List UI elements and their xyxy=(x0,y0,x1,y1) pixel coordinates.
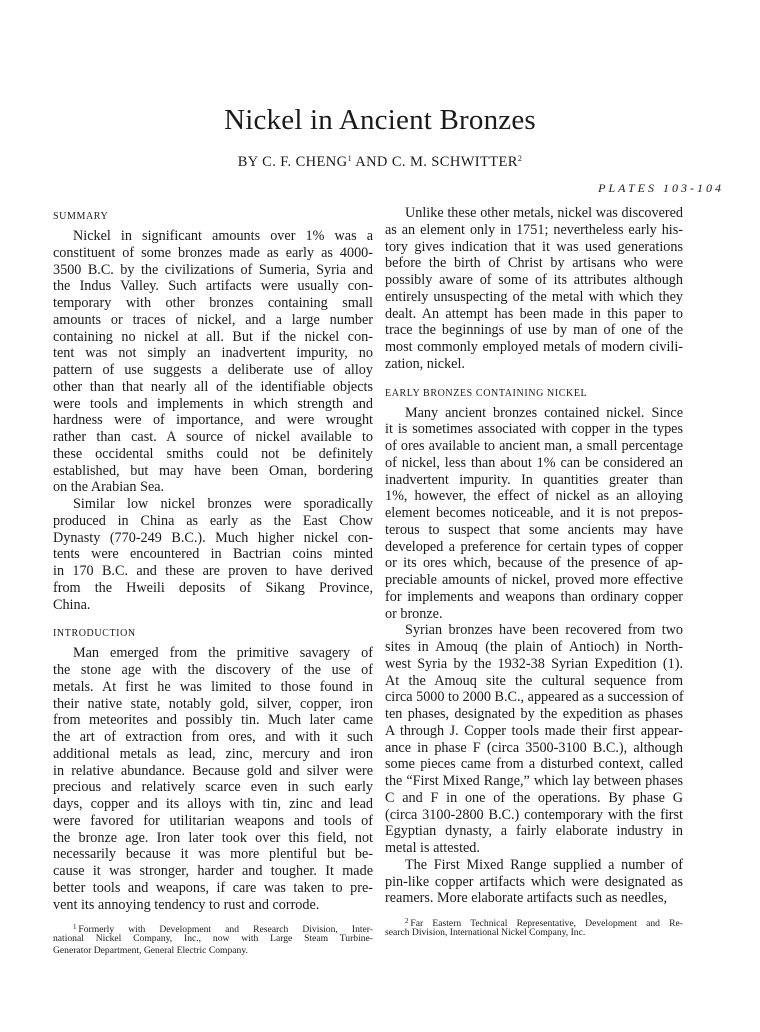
introduction-paragraph-1 xyxy=(53,645,373,913)
text-line: sites in Amouq (the plain of Antioch) in North- xyxy=(385,639,683,655)
section-heading-early-bronzes: EARLY BRONZES CONTAINING NICKEL xyxy=(385,387,588,399)
footnote-marker: 1 xyxy=(73,923,77,932)
text-line: these occidental smiths could not be definitely xyxy=(53,445,373,462)
text-line: dealt. An attempt has been made in this paper to xyxy=(385,305,683,322)
text-line: circa 5000 to 2000 B.C., appeared as a succession of xyxy=(385,689,684,706)
article-title: Nickel in Ancient Bronzes xyxy=(224,104,536,136)
text-line: the Indus Valley. Such artifacts were usually con- xyxy=(53,278,373,295)
text-line: Syrian bronzes have been recovered from two xyxy=(405,622,683,639)
text-line: constituent of some bronzes made as early as 4000- xyxy=(53,244,373,261)
text-line: precious and relatively scarce even in such early xyxy=(53,779,373,796)
text-line: necessarily because it was more plentiful but be- xyxy=(53,846,373,863)
body-paragraph-4 xyxy=(385,857,683,907)
footnote-ref-1: 1 xyxy=(347,154,352,163)
text-line: developed a preference for certain types of copper xyxy=(385,538,683,555)
text-line: entirely unsuspecting of the metal with which they xyxy=(385,288,683,305)
text-line: pin-like copper artifacts which were designated as xyxy=(385,873,683,890)
text-line: or bronze. xyxy=(385,605,443,622)
text-line: metal is attested. xyxy=(385,840,480,856)
text-line: Man emerged from the primitive savagery of xyxy=(73,645,373,662)
text-line: the “First Mixed Range,” which lay between phases xyxy=(385,773,683,789)
byline-author-2: AND C. M. SCHWITTER xyxy=(351,154,518,170)
text-line: Egyptian dynasty, a fairly elaborate industry in xyxy=(385,823,683,840)
text-line: produced in China as early as the East Chow xyxy=(53,512,373,529)
text-line: their native state, notably gold, silver, copper, iron xyxy=(53,695,373,712)
text-line: A through J. Copper tools made their first appear- xyxy=(385,722,683,739)
footnote-line: Generator Department, General Electric Company. xyxy=(53,945,248,957)
text-line: zation, nickel. xyxy=(385,355,465,372)
text-line: were tools and implements in which strength and xyxy=(53,395,373,412)
text-line: terous to suspect that some ancients may have xyxy=(385,521,683,538)
text-line: from the Hweili deposits of Sikang Province, xyxy=(53,579,373,596)
text-line: Many ancient bronzes contained nickel. Since xyxy=(405,404,683,421)
section-heading-introduction: INTRODUCTION xyxy=(53,628,136,640)
footnote-line: $^2$ Far Eastern Technical Representative, Development and Re- xyxy=(405,917,683,929)
footnote-2 xyxy=(385,915,683,939)
text-line: west Syria by the 1932-38 Syrian Expedition (1). xyxy=(385,655,683,672)
footnote-line: search Division, International Nickel Company, Inc. xyxy=(385,927,586,938)
plates-reference: PLATES 103-104 xyxy=(598,181,724,195)
text-line: for implements and weapons than ordinary copper xyxy=(385,588,683,605)
text-line: the stone age with the discovery of the use of xyxy=(53,662,373,678)
footnote-line: national Nickel Company, Inc., now with Large Steam Turbine- xyxy=(53,933,373,945)
text-line: preciable amounts of nickel, proved more effective xyxy=(385,572,683,588)
text-line: cause it was stronger, harder and tougher. It made xyxy=(53,863,373,879)
text-line: metals. At first he was limited to those found in xyxy=(53,678,373,695)
text-line: Unlike these other metals, nickel was discovered xyxy=(405,205,683,221)
text-line: the bronze age. Iron later took over this field, not xyxy=(53,829,373,846)
text-line: Dynasty (770-249 B.C.). Much higher nickel con- xyxy=(53,529,373,546)
text-line: most commonly employed metals of modern civili- xyxy=(385,339,683,355)
text-line: C and F in one of the operations. By phase G xyxy=(385,789,683,806)
text-line: of nickel, less than about 1% can be considered an xyxy=(385,454,683,471)
text-line: 1%, however, the effect of nickel as an alloying xyxy=(385,488,683,505)
text-line: trace the beginnings of use by man of one of the xyxy=(385,322,683,339)
summary-paragraph-2 xyxy=(53,496,373,613)
text-line: Similar low nickel bronzes were sporadically xyxy=(73,496,373,512)
right-column xyxy=(385,205,683,939)
text-line: possibly aware of some of its attributes although xyxy=(385,272,683,288)
text-line: in relative abundance. Because gold and silver were xyxy=(53,762,373,779)
text-line: as an element only in 1751; nevertheless early his- xyxy=(385,221,683,238)
text-line: element becomes noticeable, and it is not prepos- xyxy=(385,505,683,521)
body-paragraph-3 xyxy=(385,622,683,857)
text-line: China. xyxy=(53,596,91,613)
text-line: the art of extraction from ores, and with it such xyxy=(53,729,373,745)
text-line: before the birth of Christ by artisans who were xyxy=(385,255,683,272)
body-paragraph-1 xyxy=(385,205,683,373)
text-line: other than that nearly all of the identifiable objects xyxy=(53,378,373,395)
footnote-line: $^1$ Formerly with Development and Research Division, Inter- xyxy=(73,923,373,936)
text-line: inadvertent impurity. In quantities greater than xyxy=(385,471,683,488)
text-line: 3500 B.C. by the civilizations of Sumeria, Syria and xyxy=(53,261,373,278)
section-heading-summary: SUMMARY xyxy=(53,211,109,222)
text-line: containing no nickel at all. But if the nickel con- xyxy=(53,328,373,345)
summary-paragraph-1 xyxy=(53,228,373,496)
text-line: temporary with other bronzes containing small xyxy=(53,295,373,311)
footnote-1 xyxy=(53,921,373,957)
text-line: of ores available to ancient man, a small percentage xyxy=(385,438,683,454)
text-line: on the Arabian Sea. xyxy=(53,479,165,496)
text-line: tory gives indication that it was used generations xyxy=(385,238,683,255)
text-line: ance in phase F (circa 3500-3100 B.C.), although xyxy=(385,739,683,756)
text-line: pattern of use suggests a deliberate use of alloy xyxy=(53,362,373,378)
text-line: days, copper and its alloys with tin, zinc and lead xyxy=(53,796,373,812)
left-column xyxy=(53,207,373,957)
text-line: The First Mixed Range supplied a number of xyxy=(405,856,683,873)
text-line: rather than cast. A source of nickel available to xyxy=(53,429,373,445)
text-line: in 170 B.C. and these are proven to have derived xyxy=(53,563,373,579)
byline xyxy=(0,154,760,171)
text-line: additional metals as lead, zinc, mercury and iron xyxy=(53,745,373,762)
text-line: vent its annoying tendency to rust and corrode. xyxy=(53,896,320,913)
text-line: or its ores which, because of the presence of ap- xyxy=(385,555,683,572)
text-line: tent was not simply an inadvertent impurity, no xyxy=(53,345,373,362)
text-line: (circa 3100-2800 B.C.) contemporary with the first xyxy=(385,806,683,823)
text-line: it is sometimes associated with copper in the types xyxy=(385,421,683,438)
text-line: Nickel in significant amounts over 1% was a xyxy=(73,228,373,244)
text-line: from meteorites and possibly tin. Much later came xyxy=(53,712,373,729)
text-line: hardness were of importance, and were wrought xyxy=(53,412,373,429)
text-line: ten phases, designated by the expedition as phases xyxy=(385,706,683,722)
footnote-ref-2: 2 xyxy=(517,154,523,163)
text-line: At the Amouq site the cultural sequence from xyxy=(385,672,683,689)
text-line: established, but may have been Oman, bordering xyxy=(53,462,373,479)
text-line: better tools and weapons, if care was taken to pre- xyxy=(53,879,373,896)
text-line: some pieces came from a disturbed context, called xyxy=(385,756,683,773)
text-line: reamers. More elaborate artifacts such as needles, xyxy=(385,890,668,907)
text-line: were favored for utilitarian weapons and tools of xyxy=(53,812,373,829)
text-line: tents were encountered in Bactrian coins minted xyxy=(53,546,373,563)
body-paragraph-2 xyxy=(385,405,683,623)
footnote-marker: 2 xyxy=(405,917,409,925)
text-line: amounts or traces of nickel, and a large number xyxy=(53,311,373,328)
byline-author-1: BY C. F. CHENG xyxy=(237,154,348,170)
